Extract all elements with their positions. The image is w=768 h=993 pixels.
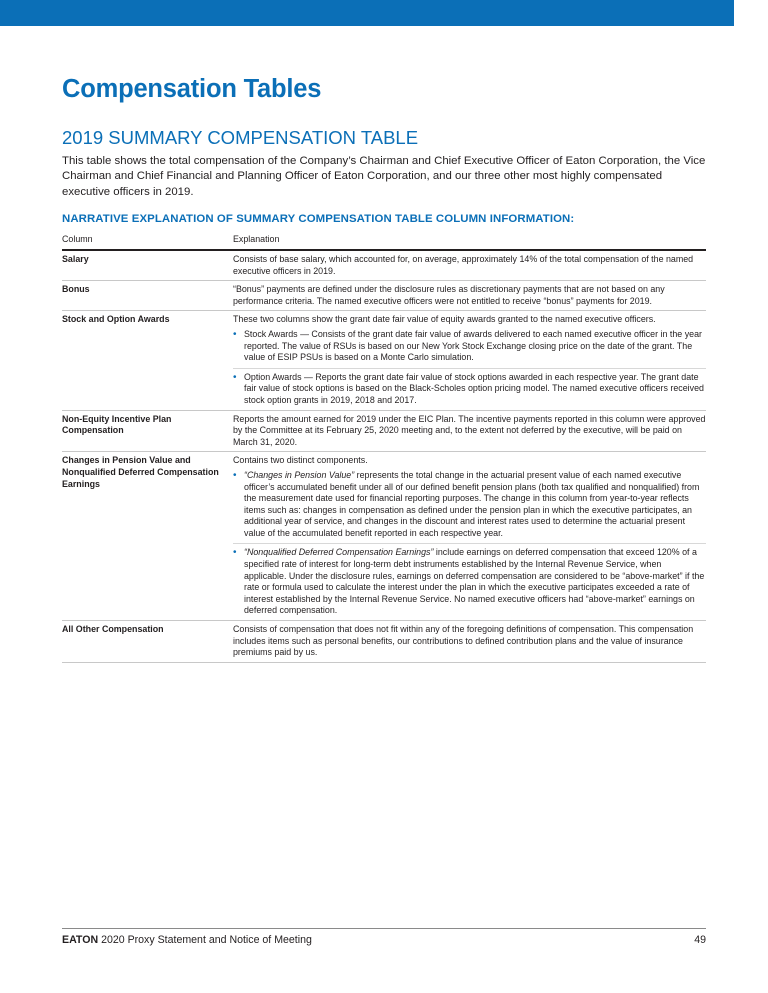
table-row [62,281,706,311]
table-header [62,234,706,251]
bullet-term: “Changes in Pension Value” [244,469,355,480]
row-label: Salary [62,254,89,264]
table-row [62,452,706,621]
row-text: “Bonus” payments are defined under the disclosure rules as discretionary payments that are not based on any performance criteria. The named executive officers were not entitled to receive “bonus” payments for 2019. [233,284,665,306]
table-row [62,411,706,453]
list-item [233,368,706,407]
row-text: Consists of base salary, which accounted for, on average, approximately 14% of the total compensation of the named executive officers in 2019. [233,254,694,276]
bullet-term: “Nonqualified Deferred Compensation Earnings” [244,547,434,558]
footer-brand: EATON [62,934,99,946]
row-label: Non-Equity Incentive Plan Compensation [62,413,172,436]
list-item [233,543,706,617]
row-label: Stock and Option Awards [62,314,170,325]
row-label: Bonus [62,284,90,295]
explanation-table [62,234,706,663]
table-row [62,311,706,410]
list-item [233,329,706,364]
bullet-icon: • [233,371,237,383]
bullet-icon: • [233,469,237,481]
bullet-text: Option Awards — Reports the grant date fair value of stock options awarded in each respective year. The grant date fair value of stock options is based on the Black-Scholes option pricing model. The named executive officers received stock option grants in 2019, 2018 and 2017. [244,371,704,405]
section-title: 2019 SUMMARY COMPENSATION TABLE [62,127,419,148]
table-row [62,621,706,663]
row-label: All Other Compensation [62,624,164,635]
row-text: These two columns show the grant date fair value of equity awards granted to the named executive officers. [233,314,656,325]
list-item [233,470,706,540]
bullet-text: Stock Awards — Consists of the grant date fair value of awards delivered to each named executive officer in the year reported. The value of RSUs is based on our New York Stock Exchange closing price on the date of the grant. The value of ESIP PSUs is based on a Monte Carlo simulation. [244,328,702,363]
footer-divider [62,928,706,929]
bullet-icon: • [233,328,237,340]
header-column: Column [62,234,93,244]
row-text: Contains two distinct components. [233,455,368,466]
footer-document: 2020 Proxy Statement and Notice of Meeting [101,934,312,946]
page-title: Compensation Tables [62,75,322,103]
bullet-text: represents the total change in the actuarial present value of each named executive officer’s accumulated benefit under all of our defined benefit pension plans (both tax qualified and nonqualified) from the measurement date used for financial reporting purposes. The change in this column from year-to-year reflects items such as: changes in compensation as defined under the pension plan in which the executive participates, an additional year of service, and changes in the discount and interest rates used to determine the actuarial present value of the accumulated benefit reported in each respective year. [244,469,700,538]
row-label: Changes in Pension Value and Nonqualified Deferred Compensation Earnings [62,455,219,489]
narrative-subtitle: NARRATIVE EXPLANATION OF SUMMARY COMPENSATION TABLE COLUMN INFORMATION: [62,213,575,225]
header-bar [0,0,734,26]
intro-paragraph: This table shows the total compensation of the Company’s Chairman and Chief Executive Officer of Eaton Corporation, the Vice Chairman and Chief Financial and Planning Officer of Eaton Corporation, and our three other most highly compensated executive officers in 2019. [62,155,706,198]
bullet-text: include earnings on deferred compensation that exceed 120% of a specified rate of interest for long-term debt instruments established by the Internal Revenue Service, when applicable. Under the disclosure rules, earnings on deferred compensation are considered to be “above-market” if the rate or formula used to calculate the interest under the plan in which the executive participates exceeded a rate of interest established by the Internal Revenue Service. No named executive officers had “above-market” earnings on deferred compensation. [244,547,705,616]
row-text: Reports the amount earned for 2019 under the EIC Plan. The incentive payments reported in this column were approved by the Committee at its February 25, 2020 meeting and, to the extent not deferred by the executive, will be paid on March 31, 2020. [233,413,706,447]
row-text: Consists of compensation that does not fit within any of the foregoing definitions of compensation. This compensation includes items such as personal benefits, our contributions to defined contribution plans and the value of insurance premiums paid by us. [233,624,694,658]
page-number: 49 [694,934,706,946]
page-footer [62,934,706,946]
bullet-icon: • [233,547,237,559]
header-explanation: Explanation [233,234,280,244]
table-row [62,251,706,281]
